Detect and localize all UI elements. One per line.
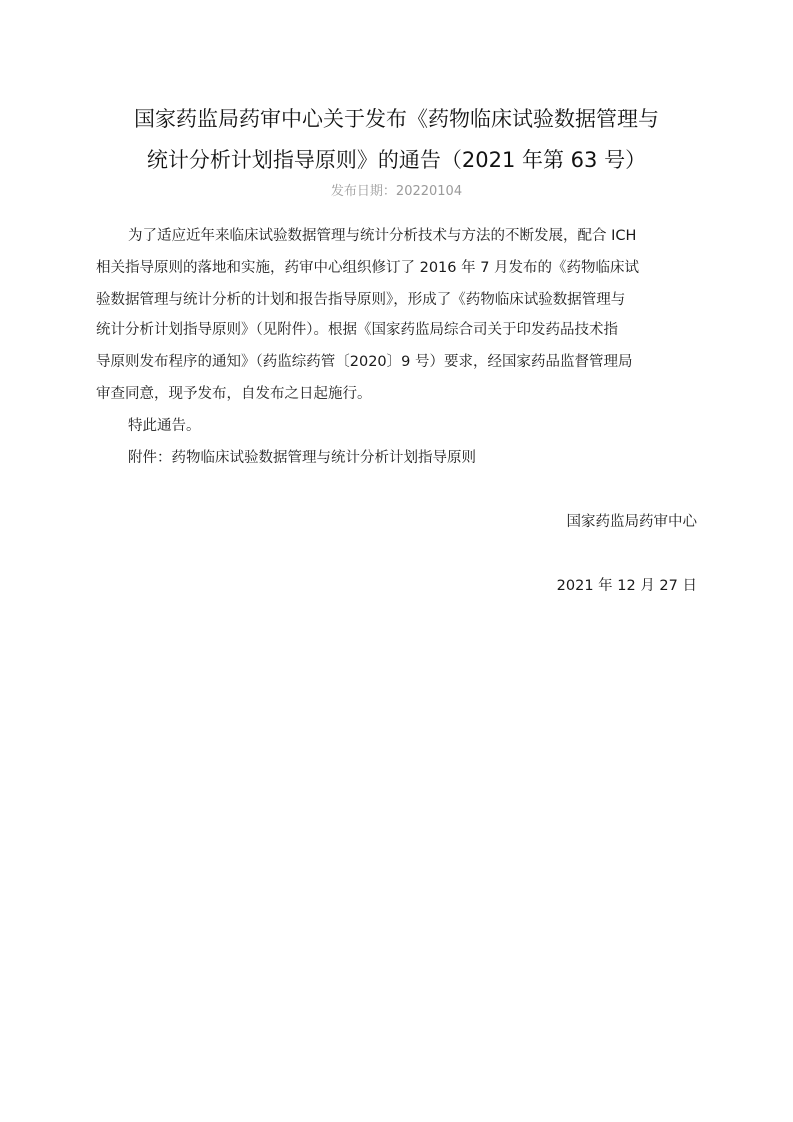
document-title-line-2: 统计分析计划指导原则》的通告（2021 年第 63 号）: [146, 148, 647, 172]
publish-date: [0, 183, 793, 201]
signature-org: 国家药监局药审中心: [566, 514, 697, 530]
signature-date: 2021 年 12 月 27 日: [556, 578, 697, 594]
paragraph-line-6: 审查同意，现予发布，自发布之日起施行。: [96, 386, 372, 402]
document-title-line-1: 国家药监局药审中心关于发布《药物临床试验数据管理与: [134, 107, 659, 131]
paragraph-line-1: 为了适应近年来临床试验数据管理与统计分析技术与方法的不断发展，配合 ICH: [128, 228, 637, 244]
notice-text: 特此通告。: [128, 418, 201, 434]
paragraph-line-3: 验数据管理与统计分析的计划和报告指导原则》，形成了《药物临床试验数据管理与: [96, 292, 626, 308]
publish-date-value: 20220104: [395, 184, 463, 199]
publish-date-label: 发布日期：: [330, 184, 396, 199]
paragraph-line-5: 导原则发布程序的通知》（药监综药管〔2020〕9 号）要求，经国家药品监督管理局: [96, 354, 633, 370]
attachment-text: 附件：药物临床试验数据管理与统计分析计划指导原则: [128, 450, 476, 466]
paragraph-line-2: 相关指导原则的落地和实施，药审中心组织修订了 2016 年 7 月发布的《药物临床试: [96, 260, 640, 276]
paragraph-line-4: 统计分析计划指导原则》（见附件）。根据《国家药监局综合司关于印发药品技术指: [96, 322, 618, 338]
